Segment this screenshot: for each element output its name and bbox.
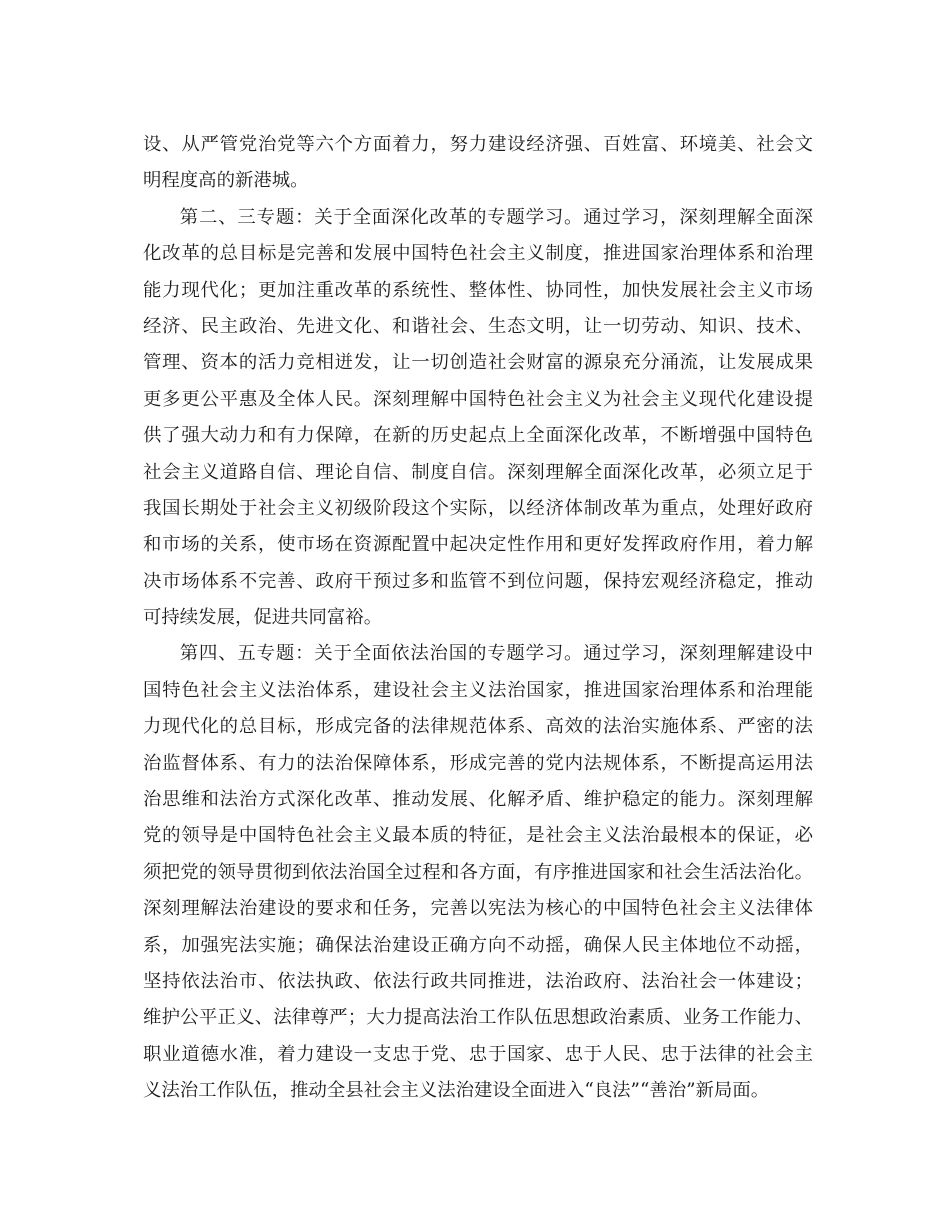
paragraph-continuation	[143, 127, 813, 200]
text-line: 坚持依法治市、依法执政、依法行政共同推进，法治政府、法治社会一体建设；	[143, 970, 813, 992]
text-line: 更多更公平惠及全体人民。深刻理解中国特色社会主义为社会主义现代化建设提	[143, 388, 813, 410]
text-line: 化改革的总目标是完善和发展中国特色社会主义制度，推进国家治理体系和治理	[143, 243, 813, 265]
text-line: 治思维和法治方式深化改革、推动发展、化解矛盾、维护稳定的能力。深刻理解	[143, 789, 813, 811]
text-line: 明程度高的新港城。	[143, 170, 309, 192]
text-line: 经济、民主政治、先进文化、和谐社会、生态文明，让一切劳动、知识、技术、	[143, 315, 813, 337]
text-line: 力现代化的总目标，形成完备的法律规范体系、高效的法治实施体系、严密的法	[143, 716, 813, 738]
text-line: 可持续发展，促进共同富裕。	[143, 607, 383, 629]
paragraph-rule-of-law	[143, 636, 813, 1109]
body-text	[143, 127, 813, 1110]
text-line: 维护公平正义、法律尊严；大力提高法治工作队伍思想政治素质、业务工作能力、	[143, 1007, 813, 1029]
text-line: 我国长期处于社会主义初级阶段这个实际，以经济体制改革为重点，处理好政府	[143, 497, 813, 519]
text-line: 能力现代化；更加注重改革的系统性、整体性、协同性，加快发展社会主义市场	[143, 279, 813, 301]
text-line: 须把党的领导贯彻到依法治国全过程和各方面，有序推进国家和社会生活法治化。	[143, 861, 813, 883]
text-line: 第二、三专题：关于全面深化改革的专题学习。通过学习，深刻理解全面深	[179, 206, 813, 228]
text-line: 社会主义道路自信、理论自信、制度自信。深刻理解全面深化改革，必须立足于	[143, 461, 813, 483]
text-line: 设、从严管党治党等六个方面着力，努力建设经济强、百姓富、环境美、社会文	[143, 134, 813, 155]
text-line: 系，加强宪法实施；确保法治建设正确方向不动摇，确保人民主体地位不动摇，	[143, 934, 813, 956]
text-line: 供了强大动力和有力保障，在新的历史起点上全面深化改革，不断增强中国特色	[143, 425, 813, 447]
text-line: 决市场体系不完善、政府干预过多和监管不到位问题，保持宏观经济稳定，推动	[143, 570, 813, 592]
text-line: 治监督体系、有力的法治保障体系，形成完善的党内法规体系，不断提高运用法	[143, 752, 813, 774]
text-line: 管理、资本的活力竞相迸发，让一切创造社会财富的源泉充分涌流，让发展成果	[143, 352, 813, 374]
paragraph-deepening-reform	[143, 200, 813, 637]
text-line: 职业道德水准，着力建设一支忠于党、忠于国家、忠于人民、忠于法律的社会主	[143, 1043, 813, 1065]
text-line: 党的领导是中国特色社会主义最本质的特征，是社会主义法治最根本的保证，必	[143, 825, 813, 847]
text-line: 国特色社会主义法治体系，建设社会主义法治国家，推进国家治理体系和治理能	[143, 679, 813, 701]
text-line: 第四、五专题：关于全面依法治国的专题学习。通过学习，深刻理解建设中	[179, 643, 813, 665]
text-line: 和市场的关系，使市场在资源配置中起决定性作用和更好发挥政府作用，着力解	[143, 534, 813, 556]
text-line: 深刻理解法治建设的要求和任务，完善以宪法为核心的中国特色社会主义法律体	[143, 898, 813, 920]
text-line: 义法治工作队伍，推动全县社会主义法治建设全面进入“良法”“善治”新局面。	[143, 1080, 770, 1102]
